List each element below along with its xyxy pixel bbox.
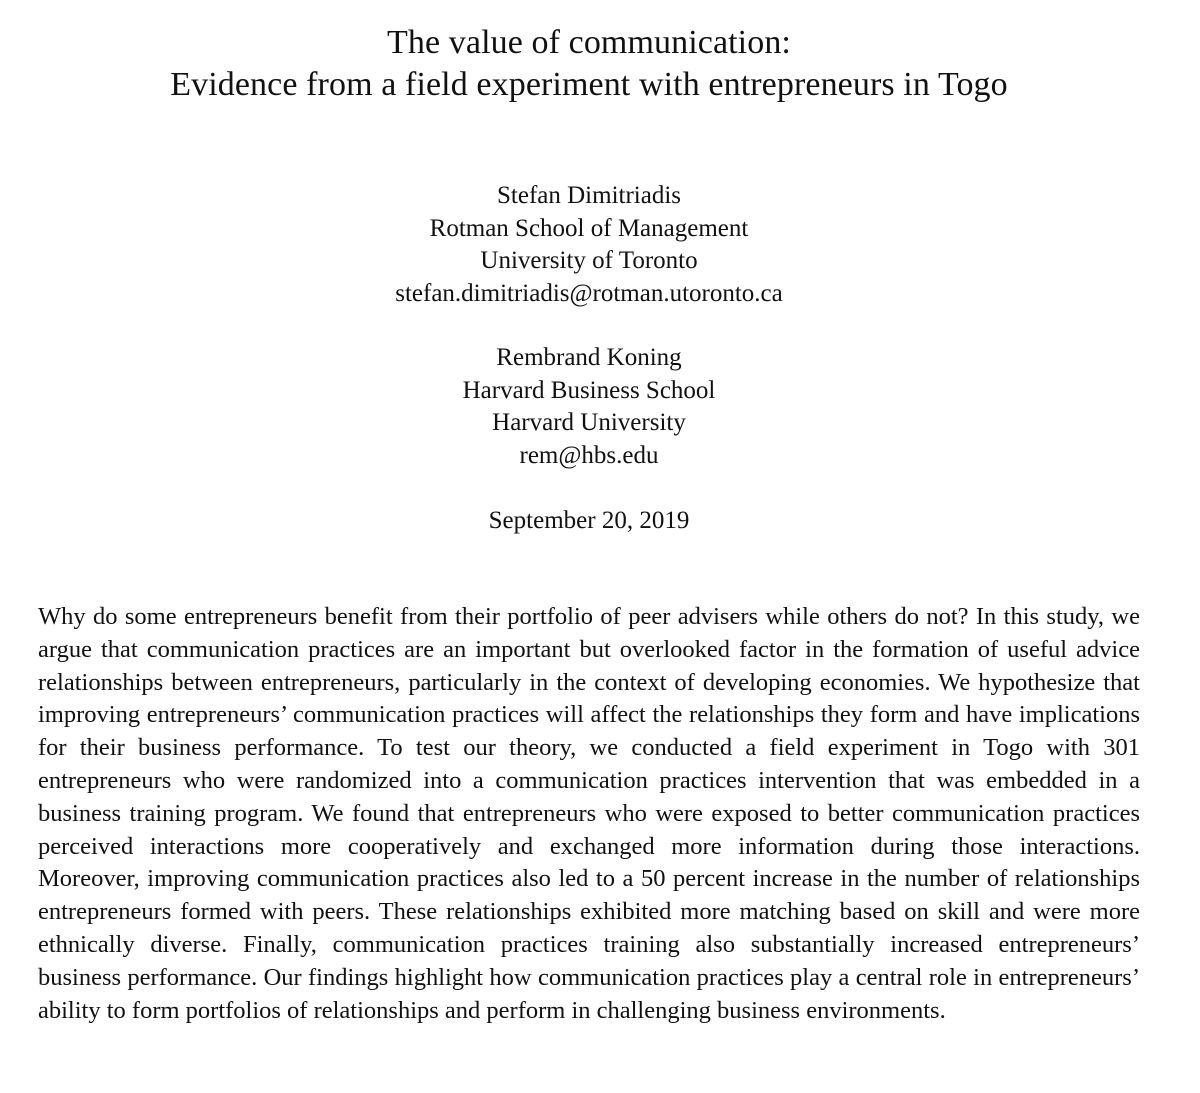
author-university: University of Toronto: [480, 247, 698, 274]
title-line-2: Evidence from a field experiment with entrepreneurs in Togo: [170, 66, 1008, 103]
abstract-text: Why do some entrepreneurs benefit from their portfolio of peer advisers while others do not? In this study, we argue that communication practices are an important but overlooked factor in the formation of useful advice relationships between entrepreneurs, particularly in the context of developing economies. We hypothesize that improving entrepreneurs’ communication practices will affect the relationships they form and have implications for their business performance. To test our theory, we conducted a field experiment in Togo with 301 entrepreneurs who were randomized into a communication practices intervention that was embedded in a business training program. We found that entrepreneurs who were exposed to better communication practices perceived interactions more cooperatively and exchanged more information during those interactions. Moreover, improving communication practices also led to a 50 percent increase in the number of relationships entrepreneurs formed with peers. These relationships exhibited more matching based on skill and were more ethnically diverse. Finally, communication practices training also substantially increased entrepreneurs’ business performance. Our findings highlight how communication practices play a central role in entrepreneurs’ ability to form portfolios of relationships and perform in challenging business environments.: [38, 603, 1140, 1024]
author-name: Rembrand Koning: [496, 344, 682, 371]
author-email: rem@hbs.edu: [519, 441, 659, 469]
author-school: Harvard Business School: [462, 376, 716, 404]
author-name: Stefan Dimitriadis: [497, 182, 681, 209]
author-block-1: [0, 180, 1178, 310]
author-university: Harvard University: [492, 409, 686, 436]
title-line-1: The value of communication:: [387, 24, 791, 61]
author-email: stefan.dimitriadis@rotman.utoronto.ca: [395, 279, 783, 307]
author-block-2: [0, 342, 1178, 472]
paper-title: [0, 22, 1178, 106]
paper-date: September 20, 2019: [488, 507, 690, 534]
author-school: Rotman School of Management: [429, 214, 749, 242]
